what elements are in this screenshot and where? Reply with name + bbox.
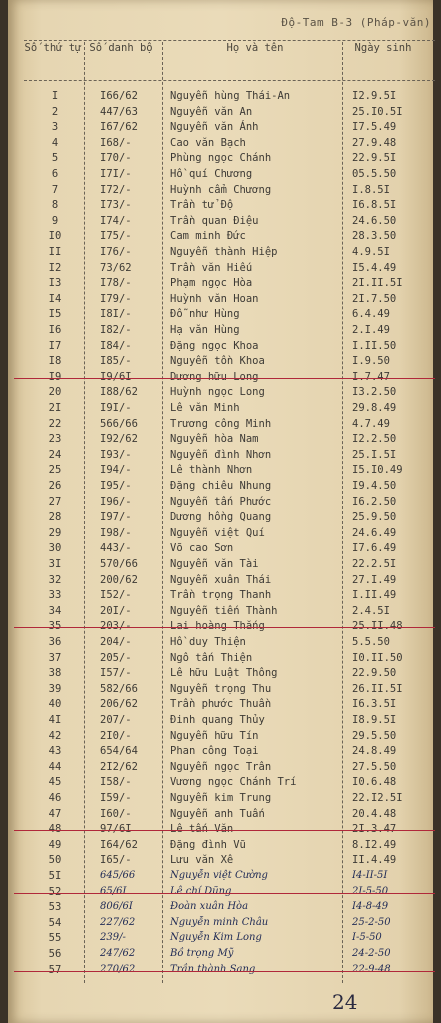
table-row xyxy=(0,745,441,759)
row-student-name: Nguyễn văn Tài xyxy=(170,558,259,570)
row-birth-date: 25.II.48 xyxy=(352,620,403,633)
column-header-ho-ten: Họ và tên xyxy=(226,42,284,54)
row-birth-date: 05.5.50 xyxy=(352,168,397,180)
table-row xyxy=(0,184,441,198)
row-birth-date: 29.8.49 xyxy=(352,402,397,414)
row-registration-number: I59/- xyxy=(100,792,132,804)
row-student-name: Trần tử Độ xyxy=(170,199,234,212)
table-row xyxy=(0,90,441,104)
row-registration-number: I98/- xyxy=(100,526,132,539)
row-registration-number: I96/- xyxy=(100,495,132,508)
row-birth-date: I4-8-49 xyxy=(352,901,389,913)
row-student-name: Hạ văn Hùng xyxy=(170,324,240,336)
row-birth-date: I.9.50 xyxy=(352,355,390,368)
row-birth-date: 26.II.5I xyxy=(352,682,403,695)
table-row xyxy=(0,808,441,822)
table-row xyxy=(0,137,441,151)
table-row xyxy=(0,932,441,946)
row-registration-number: I66/62 xyxy=(100,90,138,102)
row-student-name: Đoàn xuân Hòa xyxy=(170,901,249,913)
row-number: 37 xyxy=(48,651,62,664)
row-number: 8 xyxy=(51,199,59,212)
row-student-name: Hồ quí Chương xyxy=(170,168,253,180)
row-student-name: Huỳnh ngọc Long xyxy=(170,386,265,399)
table-row xyxy=(0,667,441,681)
row-number: 25 xyxy=(48,464,62,477)
row-birth-date: 25.I0.5I xyxy=(352,105,403,118)
row-registration-number: 2I2/62 xyxy=(100,760,138,773)
row-student-name: Ngô tấn Thiện xyxy=(170,651,253,664)
table-row xyxy=(0,277,441,291)
row-student-name: Cao văn Bạch xyxy=(170,136,246,149)
row-registration-number: 654/64 xyxy=(100,745,138,758)
row-registration-number: I92/62 xyxy=(100,433,138,446)
row-student-name: Trần quan Điệu xyxy=(170,214,259,227)
row-birth-date: I7.5.49 xyxy=(352,121,397,134)
table-row xyxy=(0,589,441,603)
table-row xyxy=(0,558,441,572)
row-number: 39 xyxy=(48,682,62,695)
row-birth-date: 2.4.5I xyxy=(352,604,390,617)
row-student-name: Dương hồng Quang xyxy=(170,511,272,524)
row-birth-date: 22-9-48 xyxy=(352,963,391,975)
table-row xyxy=(0,496,441,510)
row-student-name: Phan công Toại xyxy=(170,745,259,758)
row-registration-number: 806/6I xyxy=(100,901,133,913)
row-number: I6 xyxy=(48,324,62,336)
row-birth-date: I9.4.50 xyxy=(352,480,397,492)
row-number: 47 xyxy=(48,807,62,820)
row-registration-number: 247/62 xyxy=(100,948,136,959)
row-registration-number: I79/- xyxy=(100,292,132,305)
row-number: 5 xyxy=(51,152,59,165)
row-birth-date: I3.2.50 xyxy=(352,386,397,399)
row-number: 6 xyxy=(51,168,59,180)
row-number: 7 xyxy=(51,183,59,196)
row-registration-number: 645/66 xyxy=(100,870,136,881)
row-birth-date: I6.2.50 xyxy=(352,495,397,508)
row-registration-number: 204/- xyxy=(100,636,132,648)
table-row xyxy=(0,106,441,120)
row-birth-date: I.II.49 xyxy=(352,589,397,602)
table-row xyxy=(0,121,441,135)
row-number: 30 xyxy=(48,542,62,555)
row-registration-number: I70/- xyxy=(100,152,132,165)
row-birth-date: 29.5.50 xyxy=(352,729,397,742)
row-birth-date: 2I.7.50 xyxy=(352,292,397,305)
row-registration-number: I93/- xyxy=(100,448,132,461)
row-student-name: Nguyễn kim Trung xyxy=(170,792,272,804)
row-number: I5 xyxy=(48,308,62,321)
table-row xyxy=(0,371,441,385)
row-number: 4 xyxy=(51,136,59,149)
row-student-name: Vương ngọc Chánh Trí xyxy=(170,776,297,789)
row-student-name: Võ cao Sơn xyxy=(170,542,234,555)
row-student-name: Cam minh Đức xyxy=(170,230,246,243)
row-registration-number: 203/- xyxy=(100,620,132,633)
row-registration-number: 227/62 xyxy=(100,916,136,928)
table-row xyxy=(0,527,441,541)
row-student-name: Nguyễn văn An xyxy=(170,105,253,118)
table-row xyxy=(0,542,441,556)
row-student-name: Nguyễn văn Ánh xyxy=(170,121,259,134)
table-row xyxy=(0,714,441,728)
row-birth-date: 4.7.49 xyxy=(352,417,390,430)
row-student-name: Nguyễn anh Tuấn xyxy=(170,807,265,820)
row-number: 9 xyxy=(51,214,59,227)
row-student-name: Trần văn Hiếu xyxy=(170,261,253,274)
table-row xyxy=(0,886,441,900)
table-row xyxy=(0,854,441,868)
table-row xyxy=(0,308,441,322)
page-header-title: Độ-Tam B-3 (Pháp-văn) xyxy=(281,16,431,29)
row-birth-date: 22.9.5I xyxy=(352,152,397,165)
row-registration-number: I78/- xyxy=(100,277,132,290)
row-number: I4 xyxy=(48,292,62,305)
table-row xyxy=(0,901,441,915)
row-registration-number: I52/- xyxy=(100,589,132,602)
table-row xyxy=(0,839,441,853)
row-student-name: Đặng đình Vũ xyxy=(170,838,246,851)
row-registration-number: I58/- xyxy=(100,776,132,789)
row-number: 43 xyxy=(48,745,62,758)
row-student-name: Nguyễn tồn Khoa xyxy=(170,355,265,368)
column-header-so-danh-bo: Số danh bộ xyxy=(89,42,153,54)
row-number: 49 xyxy=(48,838,62,851)
row-number: 56 xyxy=(48,948,62,960)
row-birth-date: I0.II.50 xyxy=(352,651,403,664)
row-registration-number: 270/62 xyxy=(100,963,136,975)
row-registration-number: I95/- xyxy=(100,480,132,492)
row-student-name: Nguyễn trọng Thu xyxy=(170,682,272,695)
row-birth-date: 2I.3.47 xyxy=(352,823,397,836)
row-registration-number: 443/- xyxy=(100,542,132,555)
row-student-name: Nguyễn xuân Thái xyxy=(170,573,272,586)
row-registration-number: 239/- xyxy=(100,932,126,944)
row-student-name: Trương công Minh xyxy=(170,417,272,430)
row-number: I0 xyxy=(48,230,62,243)
row-number: 4I xyxy=(48,714,62,726)
row-student-name: Huỳnh cẩm Chương xyxy=(170,183,272,196)
row-number: 27 xyxy=(48,495,62,508)
row-number: 40 xyxy=(48,698,62,711)
table-row xyxy=(0,199,441,213)
table-row xyxy=(0,652,441,666)
column-header-stt: Số thứ tự xyxy=(24,42,82,54)
row-birth-date: 24.6.49 xyxy=(352,526,397,539)
row-birth-date: I.7.47 xyxy=(352,370,390,383)
row-registration-number: I8I/- xyxy=(100,308,132,321)
row-birth-date: I6.8.5I xyxy=(352,199,397,212)
row-registration-number: 570/66 xyxy=(100,558,138,570)
row-birth-date: I8.9.5I xyxy=(352,714,397,726)
row-number: 28 xyxy=(48,511,62,524)
row-number: 35 xyxy=(48,620,62,633)
row-number: 2 xyxy=(51,105,59,118)
row-student-name: Phạm ngọc Hòa xyxy=(170,277,253,290)
row-student-name: Phùng ngọc Chánh xyxy=(170,152,272,165)
table-row xyxy=(0,683,441,697)
row-registration-number: I9/6I xyxy=(100,370,132,383)
row-registration-number: I82/- xyxy=(100,324,132,336)
row-registration-number: I88/62 xyxy=(100,386,138,399)
row-number: 57 xyxy=(48,963,62,976)
row-registration-number: I84/- xyxy=(100,339,132,352)
row-number: I2 xyxy=(48,261,62,274)
row-registration-number: I57/- xyxy=(100,667,132,680)
row-number: 48 xyxy=(48,823,62,836)
row-registration-number: I74/- xyxy=(100,214,132,227)
row-registration-number: I64/62 xyxy=(100,838,138,851)
row-registration-number: 65/6I xyxy=(100,885,127,897)
row-number: I3 xyxy=(48,277,62,290)
row-student-name: Đặng chiêu Nhung xyxy=(170,480,272,492)
row-registration-number: I65/- xyxy=(100,854,132,867)
row-registration-number: I7I/- xyxy=(100,168,132,180)
table-row xyxy=(0,152,441,166)
table-row xyxy=(0,355,441,369)
row-number: 34 xyxy=(48,604,62,617)
row-student-name: Lê tấn Văn xyxy=(170,823,234,836)
row-student-name: Nguyễn việt Quí xyxy=(170,526,265,539)
row-birth-date: I7.6.49 xyxy=(352,542,397,555)
row-student-name: Nguyễn Kim Long xyxy=(170,932,262,944)
row-birth-date: 24.8.49 xyxy=(352,745,397,758)
row-number: 36 xyxy=(48,636,62,648)
row-student-name: Lưu văn Xê xyxy=(170,854,234,867)
row-birth-date: 27.I.49 xyxy=(352,573,397,586)
row-registration-number: 73/62 xyxy=(100,261,132,274)
row-registration-number: 97/6I xyxy=(100,823,132,836)
row-birth-date: 22.9.50 xyxy=(352,667,397,680)
header-top-rule xyxy=(24,40,435,41)
row-birth-date: I5.4.49 xyxy=(352,261,397,274)
row-number: 23 xyxy=(48,433,62,446)
table-row xyxy=(0,698,441,712)
table-row xyxy=(0,605,441,619)
row-number: 55 xyxy=(48,932,62,945)
row-birth-date: 2I.II.5I xyxy=(352,277,403,290)
row-registration-number: 447/63 xyxy=(100,105,138,118)
row-birth-date: I4-II-5I xyxy=(352,870,388,881)
row-number: 3 xyxy=(51,121,59,134)
row-registration-number: I68/- xyxy=(100,136,132,149)
table-row xyxy=(0,293,441,307)
row-student-name: Nguyễn hòa Nam xyxy=(170,433,259,446)
column-header-ngay-sinh: Ngày sinh xyxy=(354,42,412,54)
row-student-name: Lai hoàng Thắng xyxy=(170,620,265,633)
table-row xyxy=(0,480,441,494)
row-registration-number: 206/62 xyxy=(100,698,138,711)
row-number: 52 xyxy=(48,885,62,898)
row-birth-date: I.8.5I xyxy=(352,183,390,196)
row-birth-date: 25-2-50 xyxy=(352,916,391,928)
row-birth-date: 6.4.49 xyxy=(352,308,390,321)
row-number: 33 xyxy=(48,589,62,602)
row-number: I xyxy=(51,90,59,102)
row-student-name: Nguyễn thành Hiệp xyxy=(170,246,278,258)
row-birth-date: 25.9.50 xyxy=(352,511,397,524)
row-student-name: Lê thành Nhơn xyxy=(170,464,253,477)
row-birth-date: I5.I0.49 xyxy=(352,464,403,477)
row-registration-number: I72/- xyxy=(100,183,132,196)
row-registration-number: 566/66 xyxy=(100,417,138,430)
row-birth-date: 27.9.48 xyxy=(352,136,397,149)
row-number: I8 xyxy=(48,355,62,368)
table-row xyxy=(0,449,441,463)
table-row xyxy=(0,776,441,790)
row-birth-date: 20.4.48 xyxy=(352,807,397,820)
row-student-name: Nguyễn minh Châu xyxy=(170,916,269,928)
table-row xyxy=(0,730,441,744)
row-birth-date: 22.I2.5I xyxy=(352,792,403,804)
table-row xyxy=(0,215,441,229)
table-row xyxy=(0,823,441,837)
row-birth-date: 2.I.49 xyxy=(352,324,390,336)
table-row xyxy=(0,964,441,978)
row-birth-date: I6.3.5I xyxy=(352,698,397,711)
table-row xyxy=(0,870,441,884)
row-registration-number: I67/62 xyxy=(100,121,138,134)
row-birth-date: II.4.49 xyxy=(352,854,397,867)
row-registration-number: I85/- xyxy=(100,355,132,368)
row-birth-date: 27.5.50 xyxy=(352,760,397,773)
table-row xyxy=(0,230,441,244)
row-student-name: Huỳnh văn Hoan xyxy=(170,292,259,305)
row-student-name: Trần thành Sang xyxy=(170,963,256,975)
row-number: I7 xyxy=(48,339,62,352)
row-student-name: Nguyễn đình Nhơn xyxy=(170,448,272,461)
row-number: 20 xyxy=(48,386,62,399)
row-registration-number: 205/- xyxy=(100,651,132,664)
row-birth-date: 25.I.5I xyxy=(352,448,397,461)
row-registration-number: 2I0/- xyxy=(100,729,132,742)
table-row xyxy=(0,324,441,338)
table-row xyxy=(0,948,441,962)
row-number: 54 xyxy=(48,916,62,929)
row-birth-date: 28.3.50 xyxy=(352,230,397,243)
row-registration-number: I60/- xyxy=(100,807,132,820)
table-row xyxy=(0,433,441,447)
row-student-name: Nguyễn tấn Phước xyxy=(170,495,272,508)
row-student-name: Đỗ như Hùng xyxy=(170,308,240,321)
row-number: 32 xyxy=(48,573,62,586)
table-row xyxy=(0,620,441,634)
row-number: 24 xyxy=(48,448,62,461)
row-student-name: Trần phước Thuần xyxy=(170,698,272,711)
row-birth-date: 2I-5-50 xyxy=(352,885,389,897)
row-number: 46 xyxy=(48,792,62,804)
row-student-name: Đặng ngọc Khoa xyxy=(170,339,259,352)
row-registration-number: I75/- xyxy=(100,230,132,243)
row-birth-date: 4.9.5I xyxy=(352,246,390,258)
table-row xyxy=(0,402,441,416)
row-student-name: Nguyễn hùng Thái-An xyxy=(170,90,291,102)
row-birth-date: 5.5.50 xyxy=(352,636,390,648)
table-row xyxy=(0,340,441,354)
row-student-name: Nguyễn hữu Tín xyxy=(170,729,259,742)
table-row xyxy=(0,168,441,182)
row-registration-number: 582/66 xyxy=(100,682,138,695)
row-registration-number: I9I/- xyxy=(100,402,132,414)
row-student-name: Lê văn Minh xyxy=(170,402,240,414)
row-number: 5I xyxy=(48,870,62,882)
table-row xyxy=(0,917,441,931)
row-number: 38 xyxy=(48,667,62,680)
row-student-name: Nguyễn tiến Thành xyxy=(170,604,278,617)
row-student-name: Dương hữu Long xyxy=(170,370,259,383)
row-number: 29 xyxy=(48,526,62,539)
row-registration-number: 200/62 xyxy=(100,573,138,586)
row-birth-date: I.II.50 xyxy=(352,339,397,352)
table-row xyxy=(0,464,441,478)
row-number: II xyxy=(48,246,62,258)
row-number: 44 xyxy=(48,760,62,773)
row-student-name: Nguyễn việt Cường xyxy=(170,870,268,881)
row-birth-date: 24.6.50 xyxy=(352,214,397,227)
table-row xyxy=(0,246,441,260)
row-birth-date: I0.6.48 xyxy=(352,776,397,789)
row-birth-date: I-5-50 xyxy=(352,932,382,944)
table-row xyxy=(0,761,441,775)
row-student-name: Lê hữu Luật Thông xyxy=(170,667,278,680)
row-birth-date: 8.I2.49 xyxy=(352,838,397,851)
row-student-name: Lê chí Dũng xyxy=(170,885,232,897)
row-registration-number: 207/- xyxy=(100,714,132,726)
row-number: 22 xyxy=(48,417,62,430)
row-birth-date: 24-2-50 xyxy=(352,948,391,959)
row-registration-number: I76/- xyxy=(100,246,132,258)
row-registration-number: I94/- xyxy=(100,464,132,477)
header-bottom-rule xyxy=(24,80,435,81)
row-birth-date: I2.9.5I xyxy=(352,90,397,102)
table-row xyxy=(0,418,441,432)
row-birth-date: 22.2.5I xyxy=(352,558,397,570)
table-row xyxy=(0,262,441,276)
row-number: 42 xyxy=(48,729,62,742)
row-student-name: Đinh quang Thủy xyxy=(170,714,265,726)
row-birth-date: I2.2.50 xyxy=(352,433,397,446)
table-row xyxy=(0,792,441,806)
row-number: 50 xyxy=(48,854,62,867)
table-row xyxy=(0,386,441,400)
row-registration-number: I73/- xyxy=(100,199,132,212)
row-number: 26 xyxy=(48,480,62,492)
row-number: 53 xyxy=(48,901,62,914)
row-registration-number: I97/- xyxy=(100,511,132,524)
table-row xyxy=(0,511,441,525)
row-number: 3I xyxy=(48,558,62,570)
table-row xyxy=(0,574,441,588)
page-number: 24 xyxy=(332,990,358,1014)
row-number: I9 xyxy=(48,370,62,383)
row-number: 45 xyxy=(48,776,62,789)
table-row xyxy=(0,636,441,650)
row-registration-number: 20I/- xyxy=(100,604,132,617)
row-student-name: Trần trọng Thanh xyxy=(170,589,272,602)
row-student-name: Hồ duy Thiện xyxy=(170,636,246,648)
row-number: 2I xyxy=(48,402,62,414)
row-student-name: Bồ trọng Mỹ xyxy=(170,948,234,959)
row-student-name: Nguyễn ngọc Trân xyxy=(170,760,272,773)
